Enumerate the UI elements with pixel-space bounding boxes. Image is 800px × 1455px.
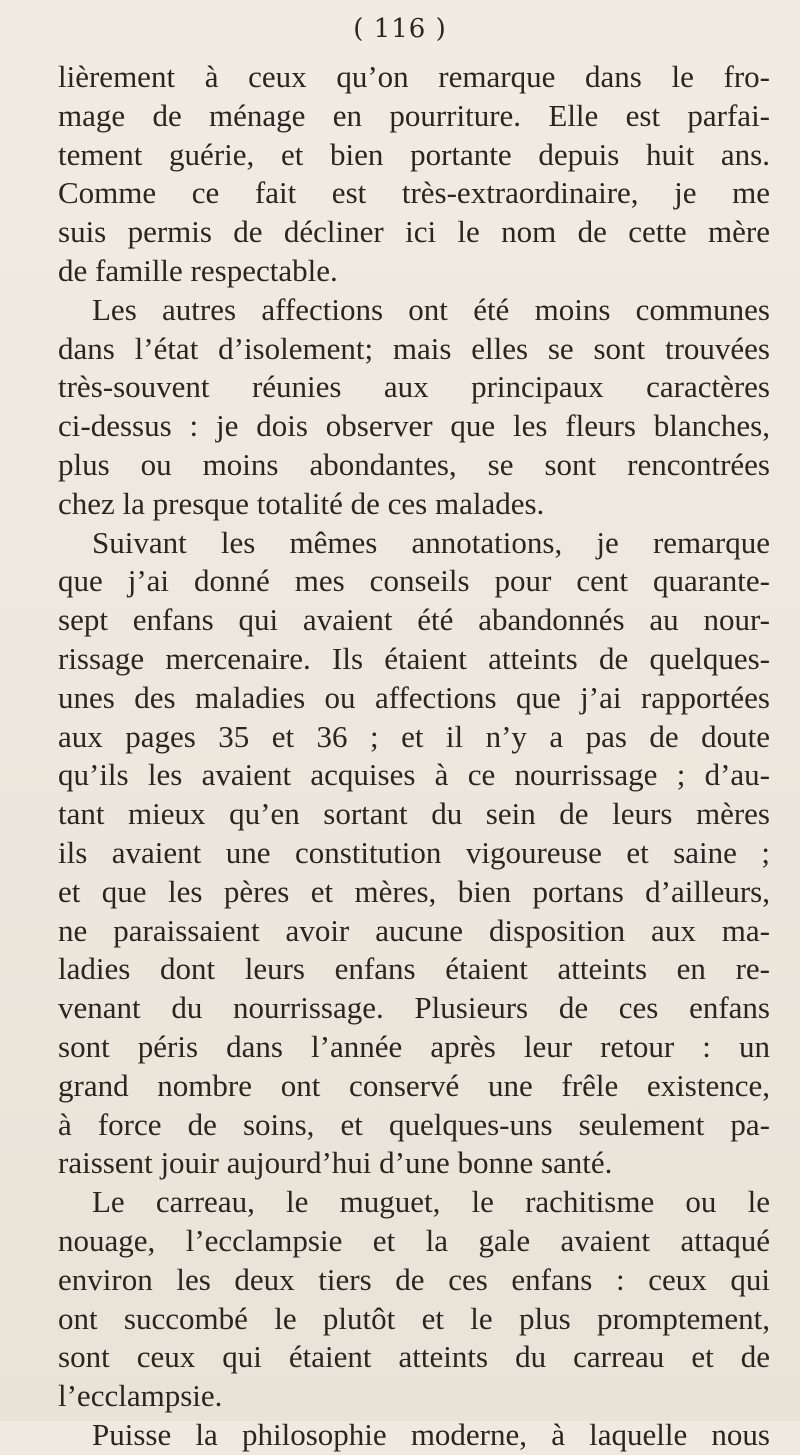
text-line: ont succombé le plutôt et le plus promptement, [58,1300,770,1336]
text-line: Comme ce fait est très-extraordinaire, je me [58,175,770,211]
text-line: très-souvent réunies aux principaux caractères [58,369,770,405]
text-line: ci-dessus : je dois observer que les fleurs blanches, [58,408,770,444]
text-line: tement guérie, et bien portante depuis huit ans. [58,136,770,172]
text-line: grand nombre ont conservé une frêle existence, [58,1067,770,1103]
text-line: que j’ai donné mes conseils pour cent quarante- [58,563,770,599]
body-text [58,58,770,1455]
text-line: venant du nourrissage. Plusieurs de ces enfans [58,990,770,1026]
text-line: suis permis de décliner ici le nom de cette mère [58,214,770,250]
text-line: raissent jouir aujourd’hui d’une bonne santé. [58,1145,613,1181]
text-line: lièrement à ceux qu’on remarque dans le fro- [58,59,770,94]
text-line: environ les deux tiers de ces enfans : ceux qui [58,1261,770,1297]
text-line: ne paraissaient avoir aucune disposition aux ma- [58,912,770,948]
text-line: dans l’état d’isolement; mais elles se sont trouvées [58,330,770,366]
text-line: sont ceux qui étaient atteints du carreau et de [58,1339,770,1375]
text-line: unes des maladies ou affections que j’ai rapportées [58,679,770,715]
text-line: ils avaient une constitution vigoureuse et saine ; [58,834,770,870]
text-line: l’ecclampsie. [58,1378,223,1414]
text-line: Les autres affections ont été moins communes [92,291,770,327]
text-line: qu’ils les avaient acquises à ce nourrissage ; d’au- [58,757,770,793]
text-line: sont péris dans l’année après leur retour : un [58,1028,770,1064]
text-line: rissage mercenaire. Ils étaient atteints de quelques- [58,640,770,676]
text-line: Puisse la philosophie moderne, à laquelle nous [92,1416,770,1452]
text-line: sept enfans qui avaient été abandonnés au nour- [58,602,770,638]
text-line: de famille respectable. [58,252,338,288]
page-number: ( 116 ) [353,14,447,44]
text-line: à force de soins, et quelques-uns seulement pa- [58,1106,770,1142]
text-line: aux pages 35 et 36 ; et il n’y a pas de doute [58,718,770,754]
text-line: chez la presque totalité de ces malades. [58,485,545,521]
text-line: nouage, l’ecclampsie et la gale avaient attaqué [58,1222,770,1258]
text-line: et que les pères et mères, bien portans d’ailleurs, [58,873,770,909]
text-line: mage de ménage en pourriture. Elle est parfai- [58,97,770,133]
text-line: plus ou moins abondantes, se sont rencontrées [58,446,770,482]
text-line: ladies dont leurs enfans étaient atteints en re- [58,951,770,987]
text-line: tant mieux qu’en sortant du sein de leurs mères [58,796,770,832]
text-line: Le carreau, le muguet, le rachitisme ou le [92,1184,770,1220]
text-line: Suivant les mêmes annotations, je remarque [92,524,770,560]
